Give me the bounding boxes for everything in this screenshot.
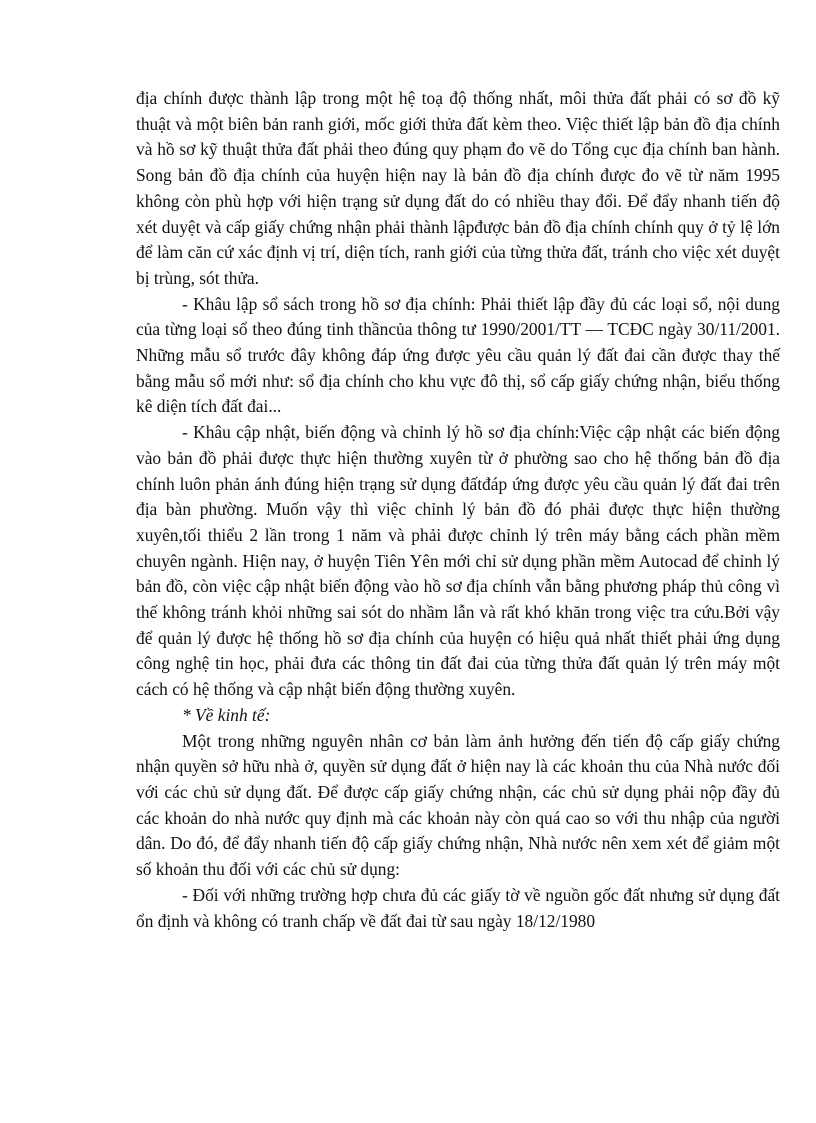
- paragraph-update-changes: - Khâu cập nhật, biến động và chỉnh lý hồ sơ địa chính:Việc cập nhật các biến động vào bản đồ phải được thực hiện thường xuyên từ ở phường sao cho hệ thống bản đồ địa chính luôn phản ánh đúng hiện trạng sử dụng đấtđáp ứng được yêu cầu quản lý đất đai trên địa bàn phường. Muốn vậy thì việc chỉnh lý bản đồ đó phải được thực hiện thường xuyên,tối thiểu 2 lần trong 1 năm và phải được chỉnh lý trên máy bằng cách phần mềm chuyên ngành. Hiện nay, ở huyện Tiên Yên mới chỉ sử dụng phần mềm Autocad để chỉnh lý bản đồ, còn việc cập nhật biến động vào hồ sơ địa chính vẫn bằng phương pháp thủ công vì thế không tránh khỏi những sai sót do nhầm lẫn và rất khó khăn trong việc tra cứu.Bởi vậy để quản lý được hệ thống hồ sơ địa chính của huyện có hiệu quả nhất thiết phải ứng dụng công nghệ tin học, phải đưa các thông tin đất đai của từng thửa đất quản lý trên máy một cách có hệ thống và cập nhật biến động thường xuyên.: [136, 422, 780, 700]
- document-page: [136, 86, 780, 934]
- section-heading-economics: * Về kinh tế:: [182, 704, 271, 725]
- paragraph-cadastral-map: địa chính được thành lập trong một hệ toạ độ thống nhất, môi thửa đất phải có sơ đồ kỹ thuật và một biên bản ranh giới, mốc giới thửa đất kèm theo. Việc thiết lập bản đồ địa chính và hồ sơ kỹ thuật thửa đất phải theo đúng quy phạm đo vẽ do Tổng cục địa chính ban hành. Song bản đồ địa chính của huyện hiện nay là bản đồ địa chính được đo vẽ từ năm 1995 không còn phù hợp với hiện trạng sử dụng đất do có nhiều thay đổi. Để đẩy nhanh tiến độ xét duyệt và cấp giấy chứng nhận phải thành lậpđược bản đồ địa chính chính quy ở tỷ lệ lớn để làm căn cứ xác định vị trí, diện tích, ranh giới của từng thửa đất, tránh cho việc xét duyệt bị trùng, sót thửa.: [136, 88, 780, 288]
- paragraph-economic-causes: Một trong những nguyên nhân cơ bản làm ảnh hưởng đến tiến độ cấp giấy chứng nhận quyền sở hữu nhà ở, quyền sử dụng đất ở hiện nay là các khoản thu của Nhà nước đối với các chủ sử dụng đất. Để được cấp giấy chứng nhận, các chủ sử dụng phải nộp đầy đủ các khoản do nhà nước quy định mà các khoản này còn quá cao so với thu nhập của người dân. Do đó, để đẩy nhanh tiến độ cấp giấy chứng nhận, Nhà nước nên xem xét để giảm một số khoản thu đối với các chủ sử dụng:: [136, 730, 780, 880]
- paragraph-missing-documents: - Đối với những trường hợp chưa đủ các giấy tờ về nguồn gốc đất nhưng sử dụng đất ổn định và không có tranh chấp về đất đai từ sau ngày 18/12/1980: [136, 884, 780, 931]
- paragraph-record-books: - Khâu lập sổ sách trong hồ sơ địa chính: Phải thiết lập đầy đủ các loại sổ, nội dung của từng loại sổ theo đúng tinh thầncủa thông tư 1990/2001/TT — TCĐC ngày 30/11/2001. Những mẫu sổ trước đây không đáp ứng được yêu cầu quản lý đất đai cần được thay thế bằng mẫu sổ mới như: sổ địa chính cho khu vực đô thị, sổ cấp giấy chứng nhận, biểu thống kê diện tích đất đai...: [136, 293, 780, 417]
